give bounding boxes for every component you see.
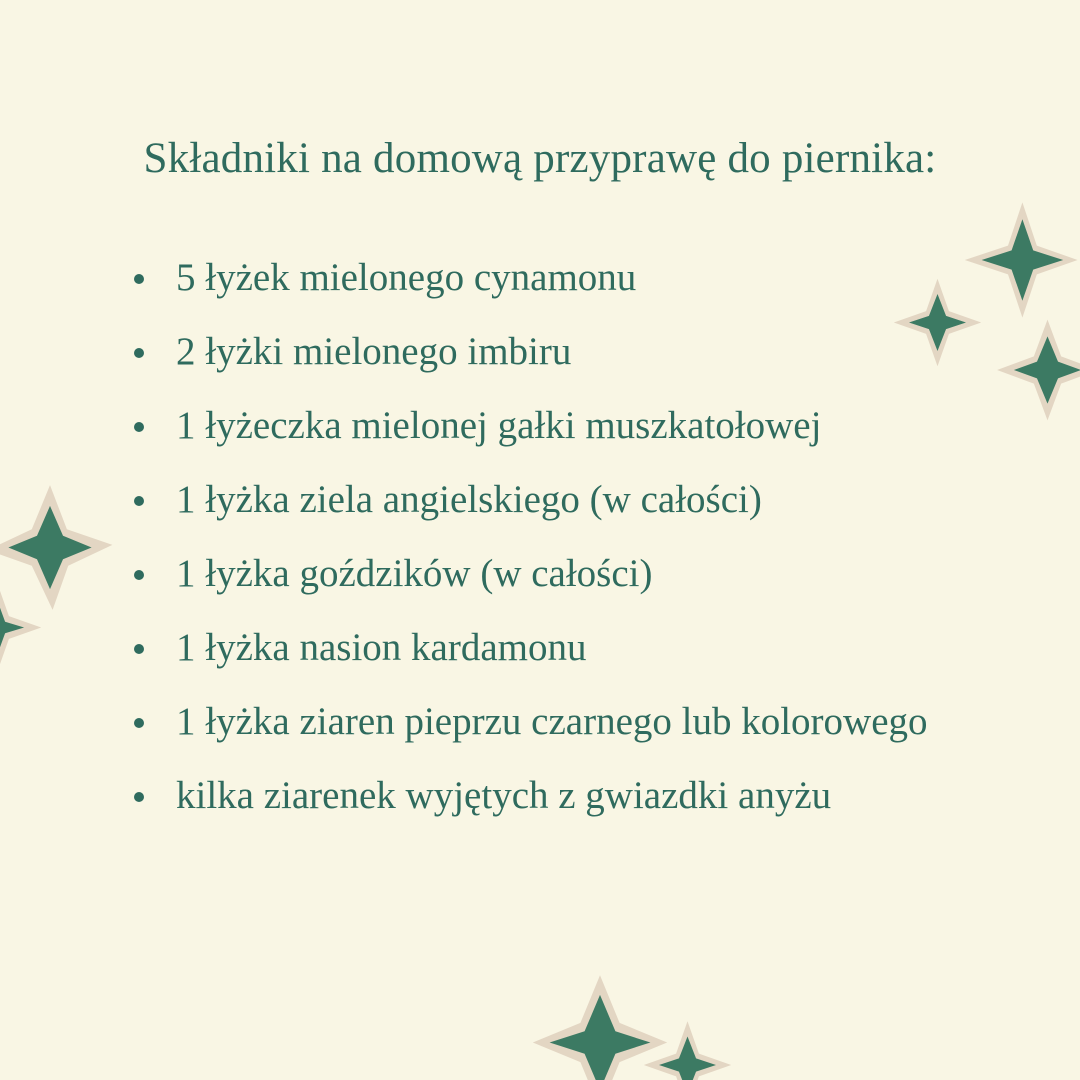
bullet-icon (134, 644, 144, 654)
star-cluster-left-icon (0, 480, 145, 680)
ingredient-text: 2 łyżki mielonego imbiru (176, 330, 572, 374)
bullet-icon (134, 422, 144, 432)
bullet-icon (134, 718, 144, 728)
ingredient-text: 1 łyżka ziela angielskiego (w całości) (176, 478, 762, 522)
ingredient-text: 5 łyżek mielonego cynamonu (176, 256, 637, 299)
list-item (128, 396, 1008, 456)
bullet-icon (134, 274, 144, 284)
ingredient-text: 1 łyżeczka mielonej gałki muszkatołowej (176, 404, 822, 448)
star-icon (530, 970, 670, 1080)
list-item (128, 470, 1008, 530)
ingredient-text: kilka ziarenek wyjętych z gwiazdki anyżu (176, 774, 832, 818)
star-icon (0, 580, 45, 675)
bullet-icon (134, 348, 144, 358)
ingredients-list (128, 248, 1008, 840)
ingredient-text: 1 łyżka goździków (w całości) (176, 552, 653, 596)
list-item (128, 692, 1008, 752)
list-item (128, 248, 1008, 308)
list-item (128, 322, 1008, 382)
list-item (128, 544, 1008, 604)
bullet-icon (134, 496, 144, 506)
bullet-icon (134, 792, 144, 802)
page-title: Składniki na domową przyprawę do piernika: (143, 134, 937, 182)
star-icon (640, 1015, 735, 1080)
star-icon (0, 480, 115, 615)
ingredient-text: 1 łyżka ziaren pieprzu czarnego lub kolorowego (176, 700, 928, 744)
list-item (128, 618, 1008, 678)
star-cluster-bottom-icon (520, 960, 770, 1080)
list-item (128, 766, 1008, 826)
bullet-icon (134, 570, 144, 580)
ingredient-text: 1 łyżka nasion kardamonu (176, 626, 587, 670)
